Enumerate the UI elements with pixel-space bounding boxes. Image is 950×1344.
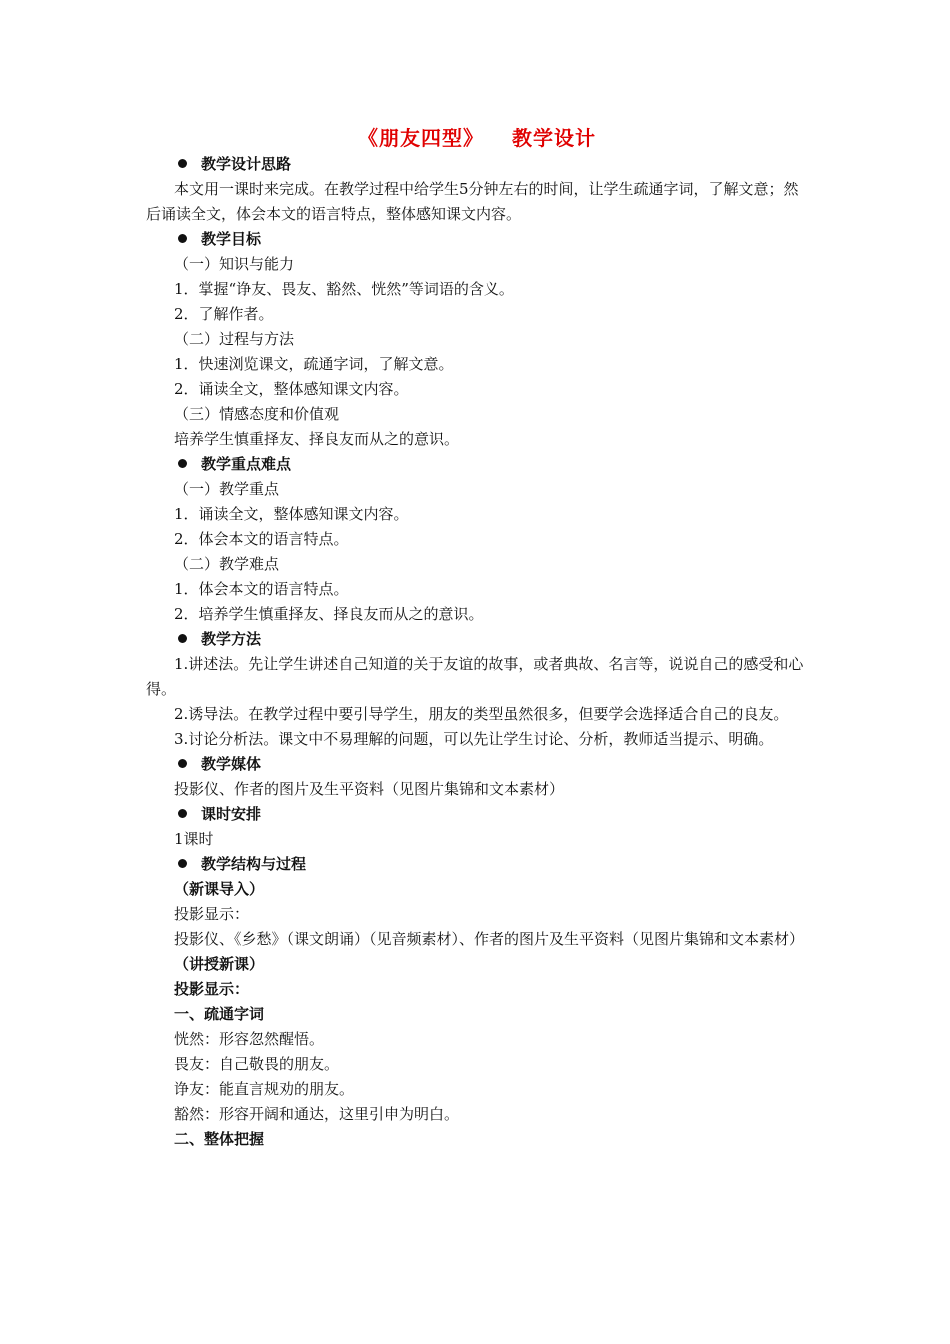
section-heading-methods: 教学方法	[146, 627, 808, 652]
vocab-item: 畏友：自己敬畏的朋友。	[174, 1055, 340, 1073]
vocab-item: 诤友：能直言规劝的朋友。	[174, 1080, 355, 1098]
goal-item: 培养学生慎重择友、择良友而从之的意识。	[174, 430, 460, 448]
section-heading-key-points: 教学重点难点	[146, 452, 808, 477]
bullet-icon	[178, 634, 187, 643]
goal-sub-heading: （一）知识与能力	[174, 255, 295, 273]
key-sub-heading: （一）教学重点	[174, 480, 280, 498]
method-paragraph: 3.讨论分析法。课文中不易理解的问题，可以先让学生讨论、分析，教师适当提示、明确。	[174, 730, 774, 748]
goal-sub-heading: （二）过程与方法	[174, 330, 295, 348]
schedule-paragraph: 1课时	[174, 830, 214, 848]
media-paragraph: 投影仪、作者的图片及生平资料（见图片集锦和文本素材）	[174, 780, 565, 798]
bullet-icon	[178, 809, 187, 818]
section-heading-schedule: 课时安排	[146, 802, 808, 827]
process-sub-heading: 一、疏通字词	[174, 1005, 265, 1023]
section-heading-process: 教学结构与过程	[146, 852, 808, 877]
process-sub-heading: （讲授新课）	[174, 955, 265, 973]
process-sub-heading: 二、整体把握	[174, 1130, 265, 1148]
goal-sub-heading: （三）情感态度和价值观	[174, 405, 340, 423]
process-paragraph: 投影仪、《乡愁》（课文朗诵）（见音频素材）、作者的图片及生平资料（见图片集锦和文本素材）	[174, 930, 805, 948]
goal-item: 1．掌握“诤友、畏友、豁然、恍然”等词语的含义。	[174, 280, 514, 298]
section-heading-media: 教学媒体	[146, 752, 808, 777]
title-work-name: 《朋友四型》	[358, 126, 484, 150]
goal-item: 2．诵读全文，整体感知课文内容。	[174, 380, 409, 398]
key-item: 1．体会本文的语言特点。	[174, 580, 349, 598]
method-paragraph: 1.讲述法。先让学生讲述自己知道的关于友谊的故事，或者典故、名言等，说说自己的感受和心得。	[146, 655, 804, 698]
method-paragraph: 2.诱导法。在教学过程中要引导学生，朋友的类型虽然很多，但要学会选择适合自己的良友。	[174, 705, 789, 723]
process-line: 投影显示：	[174, 980, 250, 998]
bullet-icon	[178, 234, 187, 243]
vocab-item: 豁然：形容开阔和通达，这里引申为明白。	[174, 1105, 460, 1123]
bullet-icon	[178, 859, 187, 868]
goal-item: 1．快速浏览课文，疏通字词，了解文意。	[174, 355, 454, 373]
design-idea-paragraph: 本文用一课时来完成。在教学过程中给学生5分钟左右的时间，让学生疏通字词，了解文意；然后诵读全文，体会本文的语言特点，整体感知课文内容。	[146, 180, 799, 223]
process-line: 投影显示：	[174, 905, 250, 923]
key-item: 2．培养学生慎重择友、择良友而从之的意识。	[174, 605, 484, 623]
bullet-icon	[178, 459, 187, 468]
section-heading-goals: 教学目标	[146, 227, 808, 252]
document-title	[146, 124, 808, 152]
bullet-icon	[178, 759, 187, 768]
bullet-icon	[178, 159, 187, 168]
key-sub-heading: （二）教学难点	[174, 555, 280, 573]
section-heading-design-idea: 教学设计思路	[146, 152, 808, 177]
process-sub-heading: （新课导入）	[174, 880, 265, 898]
key-item: 2．体会本文的语言特点。	[174, 530, 349, 548]
key-item: 1．诵读全文，整体感知课文内容。	[174, 505, 409, 523]
goal-item: 2．了解作者。	[174, 305, 274, 323]
title-subtitle: 教学设计	[512, 126, 596, 150]
vocab-item: 恍然：形容忽然醒悟。	[174, 1030, 325, 1048]
document-page	[146, 124, 808, 1152]
